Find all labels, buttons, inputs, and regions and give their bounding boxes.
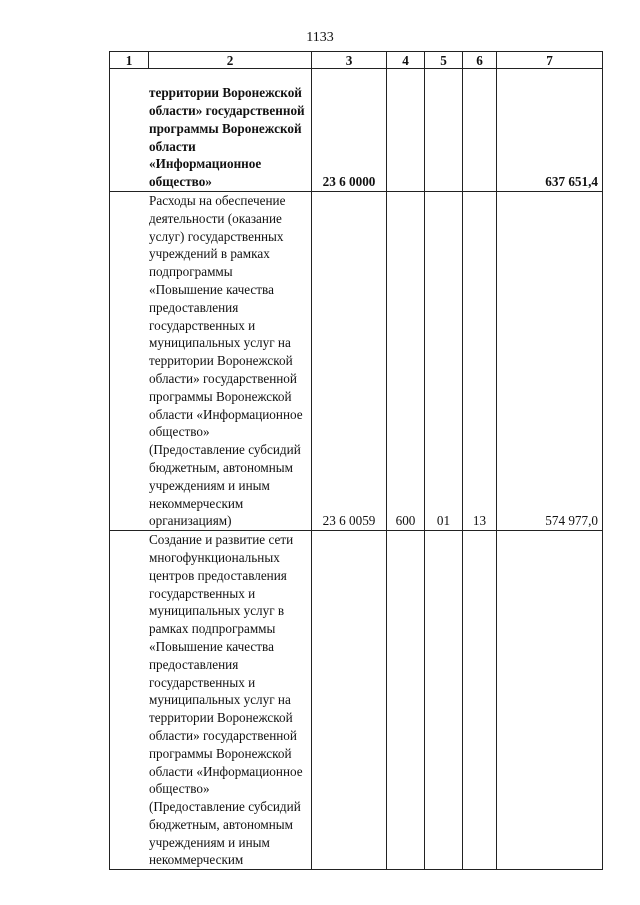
row-col6: 13 <box>463 192 497 531</box>
header-col-3: 3 <box>312 52 387 69</box>
table-row <box>110 192 603 531</box>
row-amount <box>497 531 603 870</box>
row-col4: 600 <box>387 192 425 531</box>
header-col-2: 2 <box>149 52 312 69</box>
row-description: Создание и развитие сети многофункциональных центров предоставления государственных и муниципальных услуг в рамках подпрограммы «Повышение качества предоставления государственных и муниципальных услуг на территории Воронежской области» государственной программы Воронежской области «Информационное общество» (Предоставление субсидий бюджетным, автономным учреждениям и иным некоммерческим <box>110 531 312 870</box>
row-description: Расходы на обеспечение деятельности (оказание услуг) государственных учреждений в рамках подпрограммы «Повышение качества предоставления государственных и муниципальных услуг на территории Воронежской области» государственной программы Воронежской области «Информационное общество» (Предоставление субсидий бюджетным, автономным учреждениям и иным некоммерческим организациям) <box>110 192 312 531</box>
row-col5: 01 <box>425 192 463 531</box>
row-amount: 574 977,0 <box>497 192 603 531</box>
page-number: 1133 <box>306 30 334 45</box>
row-col4 <box>387 531 425 870</box>
row-code: 23 6 0000 <box>312 69 387 192</box>
row-col6 <box>463 531 497 870</box>
row-col5 <box>425 531 463 870</box>
table-row <box>110 531 603 870</box>
budget-table <box>109 51 603 870</box>
header-col-7: 7 <box>497 52 603 69</box>
row-col5 <box>425 69 463 192</box>
row-code <box>312 531 387 870</box>
table-row <box>110 69 603 192</box>
header-col-1: 1 <box>110 52 149 69</box>
row-description: территории Воронежской области» государственной программы Воронежской области «Информационное общество» <box>110 69 312 192</box>
header-col-4: 4 <box>387 52 425 69</box>
row-col4 <box>387 69 425 192</box>
row-col6 <box>463 69 497 192</box>
table-header-row <box>110 52 603 69</box>
row-amount: 637 651,4 <box>497 69 603 192</box>
row-code: 23 6 0059 <box>312 192 387 531</box>
header-col-5: 5 <box>425 52 463 69</box>
header-col-6: 6 <box>463 52 497 69</box>
